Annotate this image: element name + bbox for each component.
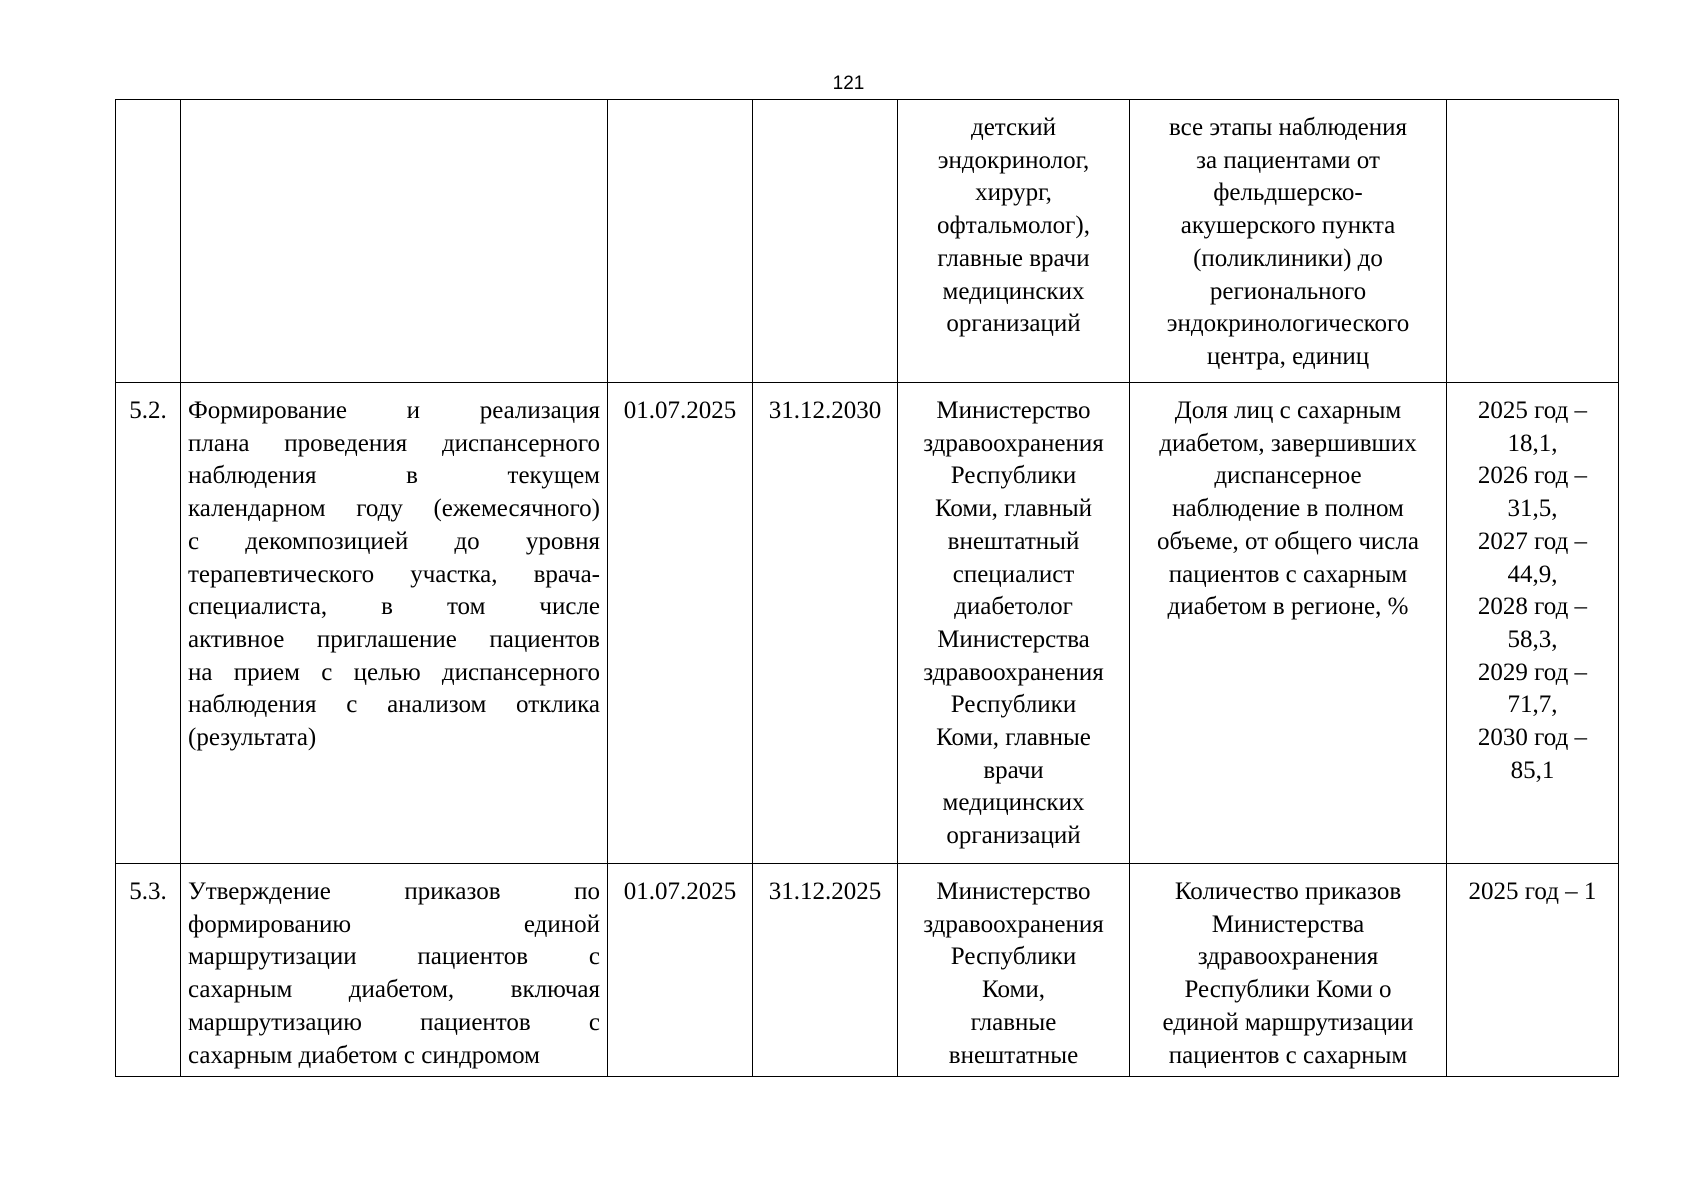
activity-description-line: сахарным диабетом, включая — [188, 976, 600, 1004]
result-indicator-line: Министерства — [1211, 910, 1365, 938]
responsible-executor-line: Министерство — [936, 397, 1091, 424]
responsible-executor-line: Коми, главный — [934, 495, 1093, 523]
responsible-executor-line: Коми, главные — [936, 724, 1091, 752]
responsible-executor-line: эндокринолог, — [937, 146, 1090, 174]
activity-description-line: специалиста, в том числе — [188, 593, 600, 621]
activity-description-line: на прием с целью диспансерного — [188, 658, 600, 686]
result-indicator-line: все этапы наблюдения — [1168, 114, 1408, 141]
activity-description — [181, 100, 608, 383]
responsible-executor-line: Республики — [950, 462, 1077, 490]
result-indicator-line: за пациентами от — [1196, 146, 1380, 174]
target-value-line: 2027 год – — [1477, 527, 1588, 555]
responsible-executor-line: организаций — [946, 822, 1081, 850]
activity-description-line: Утверждение приказов по — [188, 878, 600, 905]
activity-description — [181, 864, 608, 1077]
activity-description-line: маршрутизацию пациентов с — [188, 1008, 600, 1036]
responsible-executor-line: диабетолог — [954, 593, 1073, 621]
activity-description — [181, 383, 608, 864]
result-indicator-line: фельдшерско- — [1213, 179, 1363, 207]
target-value-line: 58,3, — [1507, 625, 1558, 653]
result-indicator-line: диспансерное — [1214, 462, 1362, 490]
end-date-text: 31.12.2030 — [768, 397, 882, 424]
start-date-text: 01.07.2025 — [623, 878, 737, 905]
target-value-line: 18,1, — [1507, 429, 1558, 457]
result-indicator-line: единой маршрутизации — [1162, 1008, 1414, 1036]
result-indicator-line: пациентов с сахарным — [1168, 560, 1408, 588]
responsible-executor-line: врачи — [983, 756, 1044, 784]
start-date-text: 01.07.2025 — [623, 397, 737, 424]
activity-description-line: сахарным диабетом с синдромом — [188, 1041, 540, 1069]
result-indicator-line: эндокринологического — [1166, 310, 1410, 338]
row-number — [116, 383, 181, 864]
responsible-executor-line: организаций — [946, 310, 1081, 338]
target-value-line: 44,9, — [1507, 560, 1558, 588]
result-indicator-line: наблюдение в полном — [1172, 495, 1404, 523]
table-row — [116, 383, 1619, 864]
result-indicator-line: Доля лиц с сахарным — [1174, 397, 1402, 424]
responsible-executor-line: главные врачи — [937, 244, 1090, 272]
result-indicator-line: (поликлиники) до — [1193, 244, 1383, 272]
target-value-line: 2030 год – — [1477, 724, 1588, 752]
target-value-line: 2026 год – — [1477, 462, 1588, 490]
result-indicator-line: диабетом, завершивших — [1159, 429, 1417, 457]
row-number — [116, 864, 181, 1077]
result-indicator-line: акушерского пункта — [1180, 212, 1396, 240]
result-indicator-line: центра, единиц — [1206, 342, 1370, 370]
row-number-text: 5.2. — [129, 397, 167, 424]
activity-description-line: (результата) — [188, 724, 317, 752]
responsible-executor-line: Министерства — [937, 625, 1090, 653]
target-value — [1447, 383, 1619, 864]
responsible-executor-line: внештатный — [947, 527, 1080, 555]
table-row — [116, 100, 1619, 383]
target-value-line: 2025 год – — [1477, 397, 1588, 424]
activity-description-line: календарном году (ежемесячного) — [188, 495, 600, 523]
result-indicator-line: пациентов с сахарным — [1168, 1041, 1408, 1069]
responsible-executor — [898, 864, 1130, 1077]
responsible-executor-line: хирург, — [975, 179, 1052, 207]
activity-description-line: наблюдения с анализом отклика — [188, 691, 600, 719]
responsible-executor-line: здравоохранения — [923, 429, 1104, 457]
result-indicator-line: здравоохранения — [1197, 943, 1379, 971]
responsible-executor-line: главные — [970, 1008, 1057, 1036]
target-value-line: 71,7, — [1507, 691, 1558, 719]
activity-description-line: терапевтического участка, врача- — [188, 560, 600, 588]
responsible-executor — [898, 100, 1130, 383]
responsible-executor-line: детский — [970, 114, 1057, 141]
activity-description-line: активное приглашение пациентов — [188, 625, 600, 653]
responsible-executor-line: здравоохранения — [923, 910, 1104, 938]
responsible-executor-line: здравоохранения — [923, 658, 1104, 686]
end-date-text: 31.12.2025 — [768, 878, 882, 905]
result-indicator-line: Количество приказов — [1174, 878, 1402, 905]
plan-table — [115, 99, 1619, 1077]
activity-description-line: плана проведения диспансерного — [188, 429, 600, 457]
responsible-executor-line: офтальмолог), — [937, 212, 1090, 240]
target-value — [1447, 864, 1619, 1077]
activity-description-line: наблюдения в текущем — [188, 462, 600, 490]
activity-description-line: маршрутизации пациентов с — [188, 943, 600, 971]
responsible-executor-line: Республики — [950, 943, 1077, 971]
responsible-executor-line: медицинских — [942, 277, 1085, 305]
end-date — [753, 100, 898, 383]
row-number — [116, 100, 181, 383]
result-indicator-line: объеме, от общего числа — [1157, 527, 1419, 555]
target-value-line: 2028 год – — [1477, 593, 1588, 621]
responsible-executor-line: специалист — [952, 560, 1075, 588]
start-date — [608, 383, 753, 864]
target-value-line: 2025 год – 1 — [1468, 878, 1597, 905]
result-indicator — [1130, 383, 1447, 864]
target-value-line: 2029 год – — [1477, 658, 1588, 686]
start-date — [608, 100, 753, 383]
result-indicator — [1130, 100, 1447, 383]
end-date — [753, 383, 898, 864]
row-number-text: 5.3. — [129, 878, 167, 905]
activity-description-line: формированию единой — [188, 910, 600, 938]
responsible-executor-line: внештатные — [948, 1041, 1079, 1069]
activity-description-line: Формирование и реализация — [188, 397, 600, 424]
responsible-executor-line: медицинских — [942, 789, 1085, 817]
result-indicator-line: Республики Коми о — [1184, 976, 1392, 1004]
responsible-executor-line: Министерство — [936, 878, 1091, 905]
activity-description-line: с декомпозицией до уровня — [188, 527, 600, 555]
plan-table-body — [116, 100, 1619, 1077]
result-indicator — [1130, 864, 1447, 1077]
target-value-line: 85,1 — [1510, 756, 1555, 784]
end-date — [753, 864, 898, 1077]
responsible-executor-line: Республики — [950, 691, 1077, 719]
responsible-executor — [898, 383, 1130, 864]
responsible-executor-line: Коми, — [982, 976, 1045, 1004]
target-value — [1447, 100, 1619, 383]
page-number: 121 — [832, 73, 865, 94]
table-row — [116, 864, 1619, 1077]
result-indicator-line: регионального — [1209, 277, 1367, 305]
result-indicator-line: диабетом в регионе, % — [1167, 593, 1409, 621]
start-date — [608, 864, 753, 1077]
target-value-line: 31,5, — [1507, 495, 1558, 523]
